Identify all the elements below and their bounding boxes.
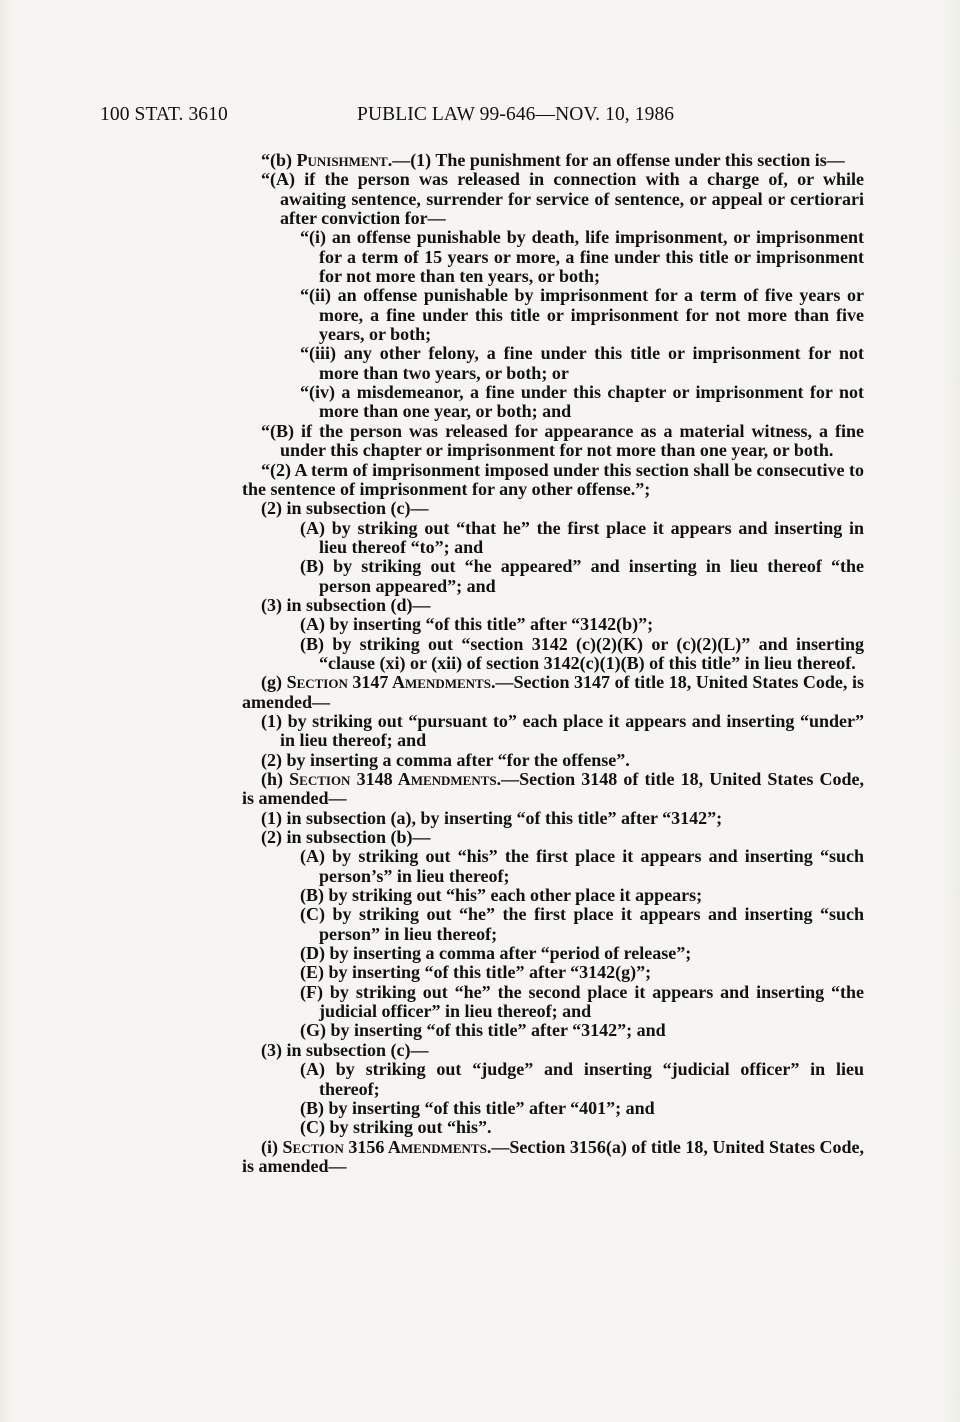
paragraph: “(2) A term of imprisonment imposed under this section shall be consecutive to the sentence of imprisonment for any other offense.”; <box>242 459 864 499</box>
statute-page-reference: 100 STAT. 3610 <box>100 104 228 125</box>
paragraph: “(iii) any other felony, a fine under this title or imprisonment for not more than two years, or both; or <box>300 343 864 383</box>
paragraph: (G) by inserting “of this title” after “3142”; and <box>300 1020 666 1041</box>
paragraph: “(B) if the person was released for appearance as a material witness, a fine under this chapter or imprisonment for not more than one year, or both. <box>261 420 864 461</box>
paragraph: (3) in subsection (c)— <box>261 1039 429 1060</box>
paragraph: (A) by striking out “his” the first place it appears and inserting “such person’s” in lieu thereof; <box>300 846 864 886</box>
paragraph: (E) by inserting “of this title” after “3142(g)”; <box>300 962 652 983</box>
paragraph <box>242 770 864 809</box>
paragraph: (1) by striking out “pursuant to” each place it appears and inserting “under” in lieu thereof; and <box>261 710 864 751</box>
section-heading: Section 3156 Amendments <box>282 1136 487 1157</box>
paragraph-text: .—Section 3148 of title 18, United States Code, is amended— <box>242 769 865 809</box>
paragraph: (B) by striking out “his” each other place it appears; <box>300 885 703 906</box>
paragraph: (1) in subsection (a), by inserting “of this title” after “3142”; <box>261 807 723 828</box>
paragraph-prefix: “(b) <box>261 150 297 170</box>
paragraph: (F) by striking out “he” the second place it appears and inserting “the judicial officer” in lieu thereof; and <box>300 981 864 1022</box>
page-header <box>100 104 860 134</box>
paragraph: “(i) an offense punishable by death, life imprisonment, or imprisonment for a term of 15 years or more, a fine under this title or imprisonment for not more than ten years, or both; <box>300 227 864 287</box>
paragraph-text: .—Section 3156(a) of title 18, United States Code, is amended— <box>242 1136 864 1176</box>
paragraph: (A) by striking out “judge” and inserting “judicial officer” in lieu thereof; <box>300 1059 864 1099</box>
paragraph: (C) by striking out “he” the first place it appears and inserting “such person” in lieu thereof; <box>300 904 864 944</box>
law-title: PUBLIC LAW 99-646—NOV. 10, 1986 <box>357 104 675 125</box>
section-heading: Punishment <box>296 150 388 170</box>
paragraph: (B) by striking out “he appeared” and inserting in lieu thereof “the person appeared”; and <box>300 556 864 596</box>
paragraph: (C) by striking out “his”. <box>300 1117 492 1138</box>
paragraph: “(ii) an offense punishable by imprisonment for a term of five years or more, a fine under this title or imprisonment for not more than five years, or both; <box>300 285 864 345</box>
section-heading: Section 3147 Amendments <box>286 672 491 693</box>
paragraph: (2) by inserting a comma after “for the offense”. <box>261 749 630 770</box>
paragraph: “(iv) a misdemeanor, a fine under this chapter or imprisonment for not more than one year, or both; and <box>300 382 864 422</box>
paragraph-prefix: (h) <box>261 769 290 789</box>
paragraph-prefix: (g) <box>261 672 287 693</box>
paragraph: (A) by striking out “that he” the first place it appears and inserting in lieu thereof “to”; and <box>300 517 864 557</box>
paragraph <box>242 673 864 712</box>
paragraph: (B) by striking out “section 3142 (c)(2)(K) or (c)(2)(L)” and inserting “clause (xi) or (xii) of section 3142(c)(1)(B) of this title” in lieu thereof. <box>300 633 864 673</box>
paragraph-text: .—Section 3147 of title 18, United States Code, is amended— <box>242 672 864 712</box>
paragraph: (D) by inserting a comma after “period of release”; <box>300 943 692 964</box>
section-heading: Section 3148 Amendments <box>289 769 497 789</box>
paragraph-text: .—(1) The punishment for an offense under this section is— <box>387 150 845 170</box>
paragraph: “(A) if the person was released in connection with a charge of, or while awaiting sentence, surrender for service of sentence, or appeal or certiorari after conviction for— <box>261 169 864 229</box>
paragraph: (3) in subsection (d)— <box>261 594 431 615</box>
paragraph: (B) by inserting “of this title” after “401”; and <box>300 1097 655 1118</box>
paragraph <box>242 1138 864 1177</box>
paragraph-prefix: (i) <box>261 1136 283 1157</box>
paragraph: (2) in subsection (b)— <box>261 827 431 848</box>
paragraph: (2) in subsection (c)— <box>261 498 429 519</box>
statute-text <box>242 151 864 1176</box>
paragraph <box>242 151 864 170</box>
paragraph: (A) by inserting “of this title” after “3142(b)”; <box>300 614 654 635</box>
